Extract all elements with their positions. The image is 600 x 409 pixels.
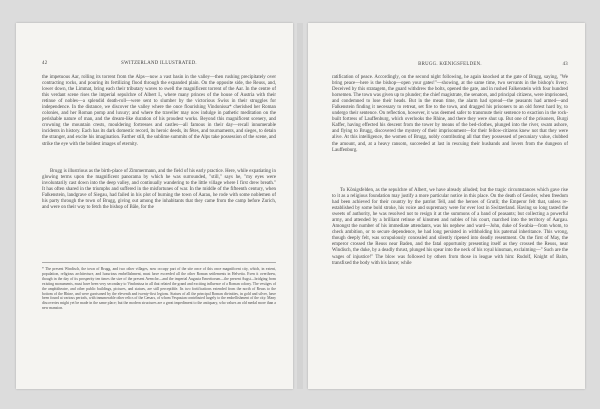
left-paragraph-2: Brugg is illustrious as the birth-place of Zimmermann, and the field of his early practice. Here, while expatiating in glowing terms upon the magnificent panorama by which he was surrounded, "still," says he, "my eyes were involuntarily cast down into the deep valley, and continually wandering to the little village where I first drew breath." It has often shared in the triumphs and suffered in the misfortunes of war. In the middle of the fifteenth century, when Falkenstein, landgrave of Siegau, had failed in his plot of burning the town of Aarau, he rode with some noblemen of his party through the town of Brugg, giving out among the inhabitants that they came from the camp before Zurich, and were on their way to fetch the bishop of Bâle, for the: [42, 169, 276, 211]
right-page: [308, 23, 585, 389]
right-page-number: 43: [562, 62, 568, 67]
right-paragraph-2: To Königsfelden, as the sepulchre of Albert, we have already alluded; but the tragic circumstances which gave rise to it as a religious foundation may justify a more particular notice in this place. On the death of Gessler, when freedom had been achieved for their country by the patriot Tell, and the heroes of Grutli; the Emperor felt that, unless re-established by some bold stroke, his voice and supremacy were for ever lost in Switzerland. Having so long tasted the sweets of authority, he was resolved not to resign it at the summons of a band of peasants; but collecting a powerful army, and attended by a brilliant retinue of kinsmen and nobles of his court, marched into the territory of Aargau. Amongst the number of his immediate attendants, was his nephew and ward—John, duke of Swabia—from whom, to check ambition, or to secure dependence, he had long persisted in withholding his paternal inheritance. This wrong, though deeply felt, was scrupulously concealed and silently ripened into deadly resentment. On the first of May, the emperor crossed the Reuss near Baden, and the fatal opportunity presenting itself as they crossed the Reuss, near Windisch, the duke, by a deadly thrust, plunged his spear into the neck of his royal kinsman, exclaiming—" Such are the wages of injustice!" The blow was followed by others from those in league with him: Rudolf, Knight of Balm, transfixed the body with his lance; while: [332, 188, 568, 266]
left-paragraph-1: the impetuous Aar, rolling its torrent from the Alps—now a vast basin in the valley—then rushing precipitately over contracting rocks, and pouring its fertilizing flood through the expanded plain. On the opposite side, the Reuss, and, lower down, the Limmat, bring each their tributary waves to swell the magnificent torrent of the Aar. In the centre of this verdant scene rises the imperial sepulchre of Albert I., where many princes of the house of Austria with their retinue of nobles—a splendid death-roll—were sent to slumber by the victorious Swiss in their struggles for independence. In the distance, we discover the valley where the once flourishing Vindonissa* cherished her Roman colonies, and her Roman pomp and luxury; and where the traveller may now indulge in pathetic meditation on the perishable nature of man, and the dream-like duration of his proudest works. Beyond this magnificent scenery, and crowning the mountain crests, mouldering fortresses and castles—all famous in their day—recall innumerable incidents in history. Each has its dark domestic record, its heroic deeds, its fêtes, and tournaments, and sieges, to detain the stranger, and excite his imagination. Farther still, the sublime summits of the Alps take possession of the scene, and strike the eye with the boldest images of eternity.: [42, 75, 276, 147]
right-running-head: [332, 62, 568, 70]
left-running-head: [42, 61, 276, 69]
left-running-title: SWITZERLAND ILLUSTRATED.: [121, 61, 197, 66]
left-footnote: * The present Windisch, the town of Brugg, and two other villages, now occupy part of the site once of this once magnificent city, which, in extent, population, religious architecture, and luxurious embellishment, must have exceeded all the other Roman settlements in Helvetia. Even it overthrew, though in the day of its prosperity ten times the size of the present Avenche—and the imperial Augusta Emeritorum—the present Augst—bridging from existing monuments, must have been very secondary to Vindonissa in all that related the grand and exciting influence of a Roman colony. The vestiges of the amphitheatre, and other public buildings, pictures, and statues, are still perceptible. Its two fortifications extended from the north of Reuss to the bottom of the Rhine, and were garrisoned by the eleventh and twenty-first legions. Statues of all the principal Roman divinities, in gold and silver, have been found at various periods, with innumerable other relics of the Cæsars, of whom Vespasian contributed largely to the embellishment of the city. Many discoveries might yet be made in the same place; but the modern structures are a great impediment to the antiquary, who values an old medal more than a new mansion.: [42, 267, 276, 311]
left-page-number: 42: [42, 61, 48, 66]
left-page: [16, 23, 293, 389]
right-running-title: BRUGG. KŒNIGSFELDEN.: [418, 62, 482, 67]
book-gutter: [297, 23, 303, 389]
footnote-rule: [42, 262, 276, 263]
right-paragraph-1: ratification of peace. Accordingly, on the second night following, he again knocked at the gate of Brugg, saying, "We bring peace—here is the bishop—open your gates!"—showing, at the same time, two servants in the bishop's livery. Deceived by this stratagem, the guard withdrew the bolts, opened the gate, and in rushed Falkenstein with four hundred horsemen. The town was given up to plunder; the chief magistrate, the senators, and principal citizens, were imprisoned, and condemned to lose their heads. But in the mean time, the alarm had spread—the peasants had armed—and Falkenstein finding it necessary to retreat, set fire to the town, and dragged his prisoners to an old forest hard by, to undergo their sentence. On reflection, however, it was deemed safer to transmute their sentence to exaction in the rock-built fortress of Lauffenburg, which overlooks the Rhine, and there they were shut up. But one of the prisoners, Burgi Kaffer, having effected his descent from the tower by means of the bed-clothes, plunged into the river, swam ashore, and flying to Brugg, discovered the mystery of their imprisonment—for their fellow-citizens knew not that they were alive. At this intelligence, the women of Brugg, nobly contributing all that they possessed of pecuniary value, clubbed the amount, and, at a heavy ransom, succeeded at last in rescuing their husbands and lovers from the dungeon of Lauffenburg.: [332, 75, 568, 153]
